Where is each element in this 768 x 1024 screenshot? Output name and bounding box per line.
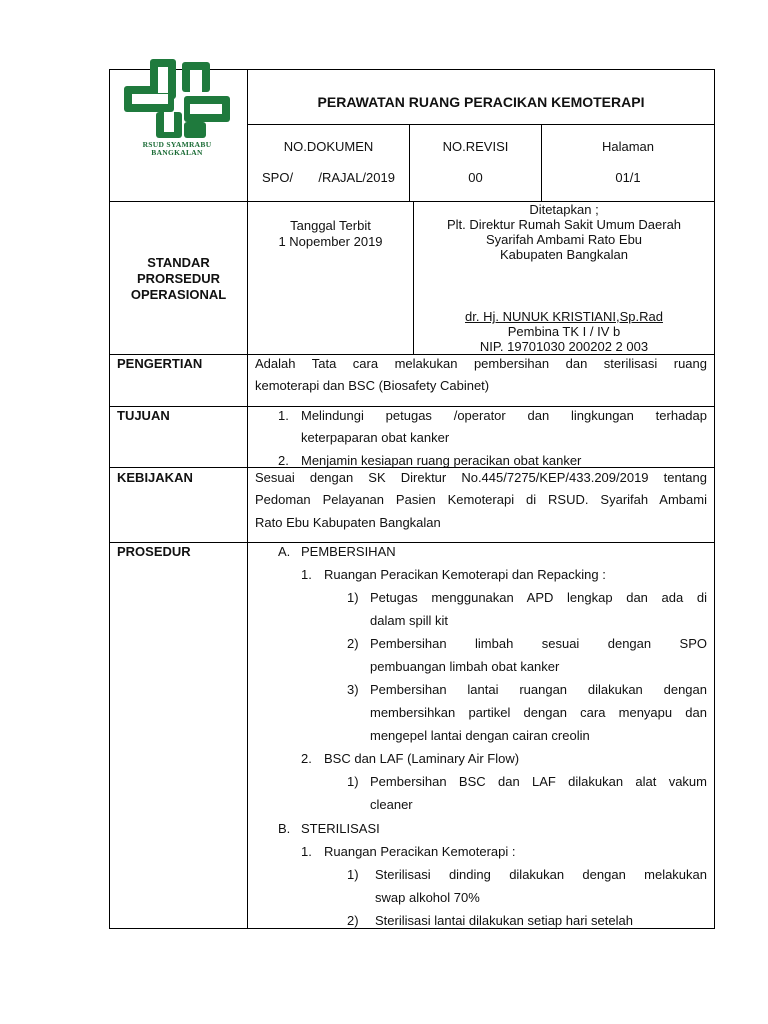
document-title: PERAWATAN RUANG PERACIKAN KEMOTERAPI (317, 94, 645, 110)
prosedur-a1-number: 1. (301, 567, 312, 582)
column-divider (247, 69, 248, 929)
prosedur-a1-2-number: 2) (347, 636, 359, 651)
halaman-label: Halaman (601, 139, 655, 154)
no-dokumen-value: SPO/ /RAJAL/2019 (262, 170, 395, 185)
prosedur-a1-3-number: 3) (347, 682, 359, 697)
row-divider (247, 124, 715, 125)
prosedur-a1-heading: Ruangan Peracikan Kemoterapi dan Repacking : (324, 567, 606, 582)
kebijakan-line3: Rato Ebu Kabupaten Bangkalan (255, 515, 441, 530)
prosedur-b1-1-number: 1) (347, 867, 359, 882)
halaman-value: 01/1 (615, 170, 641, 185)
logo-text-line1: RSUD SYAMRABU (142, 140, 212, 149)
prosedur-a2-number: 2. (301, 751, 312, 766)
table-border-left (109, 69, 110, 929)
prosedur-a-number: A. (278, 544, 291, 559)
prosedur-a-heading: PEMBERSIHAN (301, 544, 396, 559)
tujuan-item1-line1: Melindungi petugas /operator dan lingkungan terhadap (301, 408, 707, 423)
prosedur-a1-2-line2: pembuangan limbah obat kanker (370, 659, 560, 674)
jabatan-line1: Plt. Direktur Rumah Sakit Umum Daerah (446, 217, 682, 232)
signatory-name: dr. Hj. NUNUK KRISTIANI,Sp.Rad (465, 309, 663, 324)
signatory-nip: NIP. 19701030 200202 2 003 (479, 339, 649, 354)
row-divider (109, 406, 715, 407)
prosedur-b1-number: 1. (301, 844, 312, 859)
jabatan-line2: Syarifah Ambami Rato Ebu (485, 232, 643, 247)
pengertian-line2: kemoterapi dan BSC (Biosafety Cabinet) (255, 378, 490, 393)
tujuan-label: TUJUAN (117, 408, 170, 423)
prosedur-b1-1-line2: swap alkohol 70% (375, 890, 480, 905)
no-revisi-value: 00 (468, 170, 483, 185)
spo-label-line3: OPERASIONAL (130, 287, 227, 302)
prosedur-a1-1-line1: Petugas menggunakan APD lengkap dan ada di (370, 590, 707, 605)
column-divider (409, 124, 410, 202)
tujuan-item1-line2: keterpaparan obat kanker (301, 430, 450, 445)
kebijakan-line2: Pedoman Pelayanan Pasien Kemoterapi di RSUD. Syarifah Ambami (255, 492, 707, 507)
no-dokumen-label: NO.DOKUMEN (283, 139, 374, 154)
tujuan-item2-number: 2. (278, 453, 289, 468)
prosedur-a2-heading: BSC dan LAF (Laminary Air Flow) (324, 751, 520, 766)
prosedur-a1-1-line2: dalam spill kit (370, 613, 449, 628)
pengertian-label: PENGERTIAN (117, 356, 203, 371)
kebijakan-label: KEBIJAKAN (117, 470, 193, 485)
jabatan-line3: Kabupaten Bangkalan (500, 247, 628, 262)
prosedur-b1-2-line1: Sterilisasi lantai dilakukan setiap hari setelah (375, 913, 633, 928)
signatory-rank: Pembina TK I / IV b (507, 324, 621, 339)
spo-label-line1: STANDAR (147, 255, 210, 270)
pengertian-line1: Adalah Tata cara melakukan pembersihan dan sterilisasi ruang (255, 356, 707, 371)
prosedur-b1-1-line1: Sterilisasi dinding dilakukan dengan melakukan (375, 867, 707, 882)
prosedur-b1-2-number: 2) (347, 913, 359, 928)
tanggal-terbit-value: 1 Nopember 2019 (278, 234, 383, 249)
prosedur-b1-heading: Ruangan Peracikan Kemoterapi : (324, 844, 516, 859)
tujuan-item1-number: 1. (278, 408, 289, 423)
ditetapkan: Ditetapkan ; (529, 202, 599, 217)
tanggal-terbit-label: Tanggal Terbit (290, 218, 371, 233)
prosedur-b-heading: STERILISASI (301, 821, 380, 836)
prosedur-a2-1-line2: cleaner (370, 797, 413, 812)
table-border-right (714, 69, 715, 929)
prosedur-b-number: B. (278, 821, 291, 836)
prosedur-a1-2-line1: Pembersihan limbah sesuai dengan SPO (370, 636, 707, 651)
no-revisi-label: NO.REVISI (442, 139, 509, 154)
logo-text-line2: BANGKALAN (151, 148, 203, 157)
prosedur-a2-1-number: 1) (347, 774, 359, 789)
column-divider (541, 124, 542, 202)
spo-label-line2: PRORSEDUR (136, 271, 221, 286)
prosedur-a2-1-line1: Pembersihan BSC dan LAF dilakukan alat vakum (370, 774, 707, 789)
row-divider (109, 542, 715, 543)
kebijakan-line1: Sesuai dengan SK Direktur No.445/7275/KEP/433.209/2019 tentang (255, 470, 707, 485)
tujuan-item2-line1: Menjamin kesiapan ruang peracikan obat kanker (301, 453, 582, 468)
prosedur-a1-3-line1: Pembersihan lantai ruangan dilakukan dengan (370, 682, 707, 697)
prosedur-a1-1-number: 1) (347, 590, 359, 605)
prosedur-a1-3-line2: membersihkan partikel dengan cara menyapu dan (370, 705, 707, 720)
prosedur-a1-3-line3: mengepel lantai dengan cairan creolin (370, 728, 590, 743)
prosedur-label: PROSEDUR (117, 544, 191, 559)
